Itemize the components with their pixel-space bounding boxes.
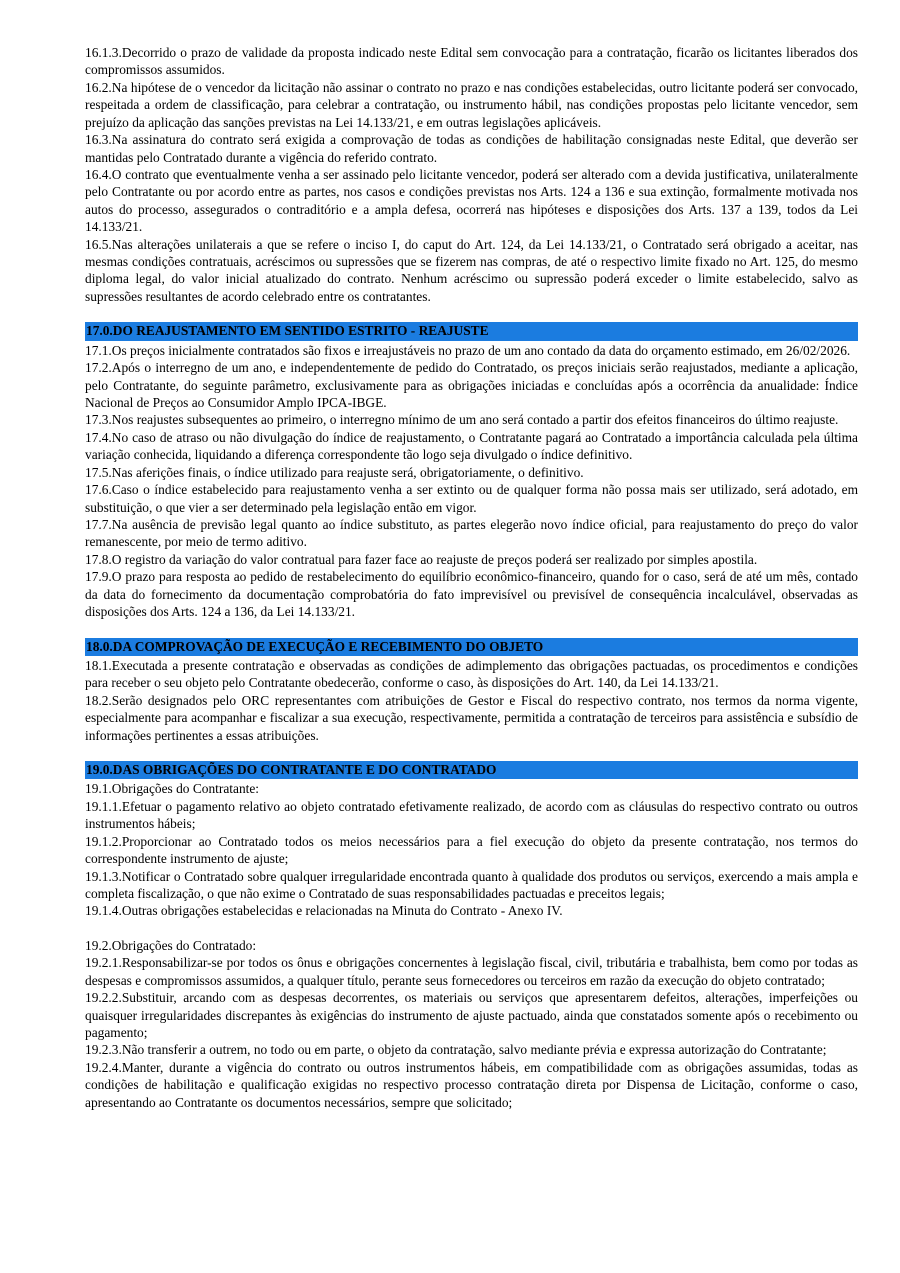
document-body	[85, 44, 858, 1111]
paragraph: 19.2.4.Manter, durante a vigência do contrato ou outros instrumentos hábeis, em compatibilidade com as obrigações assumidas, todas as condições de habilitação e qualificação exigidas no respectivo processo contratação direta por Dispensa de Licitação, conforme o caso, apresentando ao Contratante os documentos necessários, sempre que solicitado;	[85, 1059, 858, 1110]
paragraph-gap	[85, 920, 858, 937]
paragraph: 17.2.Após o interregno de um ano, e independentemente de pedido do Contratado, os preços iniciais serão reajustados, mediante a aplicação, pelo Contratante, do seguinte parâmetro, exclusivamente para as obrigações iniciadas e concluídas após a ocorrência da anualidade: Índice Nacional de Preços ao Consumidor Amplo IPCA-IBGE.	[85, 360, 858, 411]
paragraph: 19.2.Obrigações do Contratado:	[85, 937, 257, 953]
paragraph: 19.1.1.Efetuar o pagamento relativo ao objeto contratado efetivamente realizado, de acordo com as cláusulas do respectivo contrato ou outros instrumentos hábeis;	[85, 798, 858, 832]
paragraph: 17.9.O prazo para resposta ao pedido de restabelecimento do equilíbrio econômico-financeiro, quando for o caso, será de até um mês, contado da data do fornecimento da documentação comprobatória do fato imprevisível ou previsível de consequência incalculável, observadas as disposições dos Arts. 124 a 136, da Lei 14.133/21.	[85, 569, 858, 620]
section-header: 19.0.DAS OBRIGAÇÕES DO CONTRATANTE E DO CONTRATADO	[85, 761, 858, 779]
paragraph: 19.1.Obrigações do Contratante:	[85, 781, 260, 797]
section-header: 17.0.DO REAJUSTAMENTO EM SENTIDO ESTRITO - REAJUSTE	[85, 322, 858, 340]
paragraph: 16.3.Na assinatura do contrato será exigida a comprovação de todas as condições de habilitação consignadas neste Edital, que deverão ser mantidas pelo Contratado durante a vigência do referido contrato.	[85, 132, 858, 165]
paragraph: 18.1.Executada a presente contratação e observadas as condições de adimplemento das obrigações pactuadas, os procedimentos e condições para receber o seu objeto pelo Contratante obedecerão, conforme o caso, às disposições do Art. 140, da Lei 14.133/21.	[85, 657, 858, 691]
paragraph: 19.1.2.Proporcionar ao Contratado todos os meios necessários para a fiel execução do objeto da presente contratação, nos termos do correspondente instrumento de ajuste;	[85, 833, 858, 867]
paragraph: 16.5.Nas alterações unilaterais a que se refere o inciso I, do caput do Art. 124, da Lei 14.133/21, o Contratado será obrigado a aceitar, nas mesmas condições contratuais, acréscimos ou supressões que se fizerem nas compras, de até o respectivo limite fixado no Art. 125, do mesmo diploma legal, do valor inicial atualizado do contrato. Nenhum acréscimo ou supressão poderá exceder o limite estabelecido, salvo as supressões resultantes de acordo celebrado entre os contratantes.	[85, 236, 858, 304]
paragraph: 19.2.1.Responsabilizar-se por todos os ônus e obrigações concernentes à legislação fiscal, civil, tributária e trabalhista, bem como por todas as despesas e compromissos assumidos, a qualquer título, perante seus fornecedores ou terceiros em razão da execução do objeto contratado;	[85, 955, 858, 988]
paragraph: 17.6.Caso o índice estabelecido para reajustamento venha a ser extinto ou de qualquer forma não possa mais ser utilizado, será adotado, em substituição, o que vier a ser determinado pela legislação então em vigor.	[85, 482, 858, 515]
paragraph: 17.3.Nos reajustes subsequentes ao primeiro, o interregno mínimo de um ano será contado a partir dos efeitos financeiros do último reajuste.	[85, 412, 839, 428]
paragraph: 16.4.O contrato que eventualmente venha a ser assinado pelo licitante vencedor, poderá ser alterado com a devida justificativa, unilateralmente pelo Contratante ou por acordo entre as partes, nos casos e condições previstas nos Arts. 124 a 136 e sua extinção, formalmente motivada nos autos do processo, assegurados o contraditório e a ampla defesa, ocorrerá nas hipóteses e disposições dos Arts. 137 a 139, todos da Lei 14.133/21.	[85, 166, 858, 235]
paragraph: 17.8.O registro da variação do valor contratual para fazer face ao reajuste de preços poderá ser realizado por simples apostila.	[85, 551, 758, 567]
paragraph: 17.7.Na ausência de previsão legal quanto ao índice substituto, as partes elegerão novo índice oficial, para reajustamento do preço do valor remanescente, por meio de termo aditivo.	[85, 516, 858, 550]
paragraph: 18.2.Serão designados pelo ORC representantes com atribuições de Gestor e Fiscal do respectivo contrato, nos termos da norma vigente, especialmente para acompanhar e fiscalizar a sua execução, respectivamente, permitida a contratação de terceiros para assistência e subsídio de informações pertinentes a essas atribuições.	[85, 692, 858, 743]
paragraph: 19.1.4.Outras obrigações estabelecidas e relacionadas na Minuta do Contrato - Anexo IV.	[85, 903, 563, 919]
paragraph: 17.4.No caso de atraso ou não divulgação do índice de reajustamento, o Contratante pagará ao Contratado a importância calculada pela última variação conhecida, liquidando a diferença correspondente tão logo seja divulgado o índice definitivo.	[85, 429, 858, 463]
paragraph: 19.1.3.Notificar o Contratado sobre qualquer irregularidade encontrada quanto à qualidade dos produtos ou serviços, exercendo a mais ampla e completa fiscalização, o que não exime o Contratado de suas responsabilidades pactuadas e preceitos legais;	[85, 868, 858, 901]
paragraph: 19.2.2.Substituir, arcando com as despesas decorrentes, os materiais ou serviços que apresentarem defeitos, alterações, imperfeições ou quaisquer irregularidades discrepantes às exigências do instrumento de ajuste pactuado, ainda que constatados somente após o recebimento ou pagamento;	[85, 990, 858, 1040]
paragraph: 17.5.Nas aferições finais, o índice utilizado para reajuste será, obrigatoriamente, o definitivo.	[85, 464, 584, 480]
paragraph: 19.2.3.Não transferir a outrem, no todo ou em parte, o objeto da contratação, salvo mediante prévia e expressa autorização do Contratante;	[85, 1042, 827, 1058]
section-header: 18.0.DA COMPROVAÇÃO DE EXECUÇÃO E RECEBIMENTO DO OBJETO	[85, 638, 858, 656]
paragraph: 16.1.3.Decorrido o prazo de validade da proposta indicado neste Edital sem convocação para a contratação, ficarão os licitantes liberados dos compromissos assumidos.	[85, 45, 858, 78]
paragraph: 17.1.Os preços inicialmente contratados são fixos e irreajustáveis no prazo de um ano contado da data do orçamento estimado, em 26/02/2026.	[85, 342, 851, 358]
paragraph: 16.2.Na hipótese de o vencedor da licitação não assinar o contrato no prazo e nas condições estabelecidas, outro licitante poderá ser convocado, respeitada a ordem de classificação, para celebrar a contratação, ou instrumento hábil, nas condições propostas pelo licitante vencedor, sem prejuízo da aplicação das sanções previstas na Lei 14.133/21, e em outras legislações aplicáveis.	[85, 79, 858, 130]
